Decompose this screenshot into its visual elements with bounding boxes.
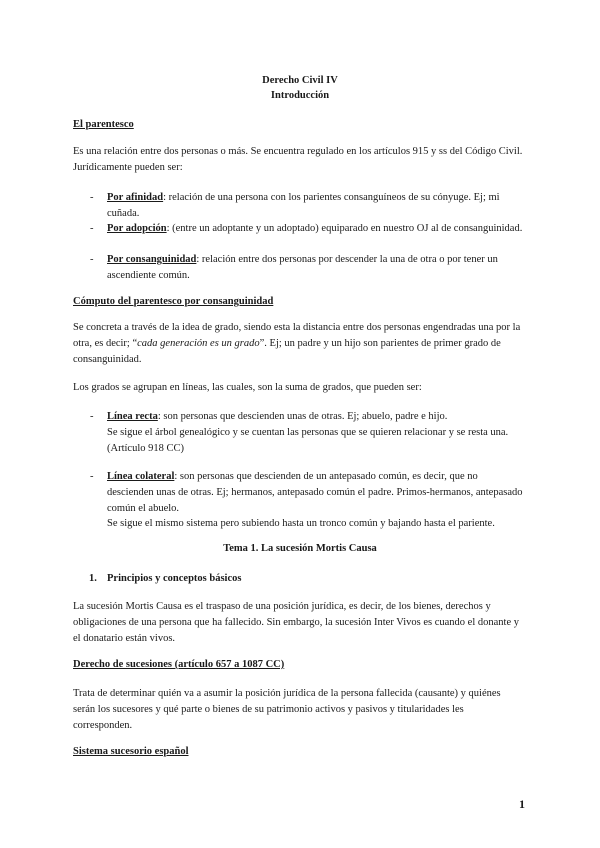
list-item-adopcion — [90, 221, 527, 237]
text-consanguinidad: : relación entre dos personas por descender la una de otra o por tener un ascendiente común. — [107, 254, 498, 281]
section-heading-derecho-sucesiones: Derecho de sucesiones (artículo 657 a 1087 CC) — [73, 659, 285, 670]
paragraph-lineas: Los grados se agrupan en líneas, las cuales, son la suma de grados, que pueden ser: — [73, 382, 422, 393]
page-number: 1 — [519, 797, 525, 811]
paragraph-grado — [73, 320, 523, 369]
term-afinidad: Por afinidad — [107, 192, 164, 203]
subheading-text: Principios y conceptos básicos — [107, 573, 242, 584]
term-adopcion: Por adopción — [107, 223, 167, 234]
subheading-number: 1. — [89, 573, 97, 584]
section-heading-sistema: Sistema sucesorio español — [73, 746, 189, 757]
list-item-afinidad — [90, 190, 527, 222]
document-title: Derecho Civil IV — [262, 75, 338, 86]
tema-title: Tema 1. La sucesión Mortis Causa — [223, 543, 377, 554]
text-linea-recta-extra: Se sigue el árbol genealógico y se cuentan las personas que se quieren relacionar y se resta una. (Artículo 918 CC) — [107, 426, 509, 454]
text-linea-recta: : son personas que descienden unas de otras. Ej; abuelo, padre e hijo. — [157, 411, 448, 422]
paragraph-parentesco: Es una relación entre dos personas o más. Se encuentra regulado en los artículos 915 y ss del Código Civil. Jurídicamente pueden ser: — [73, 146, 523, 174]
term-linea-colateral: Línea colateral — [107, 471, 175, 482]
term-consanguinidad: Por consanguinidad — [107, 254, 197, 265]
section-heading-parentesco: El parentesco — [73, 119, 134, 130]
paragraph-sucesion: La sucesión Mortis Causa es el traspaso de una posición jurídica, es decir, de los bienes, derechos y obligaciones de una persona que ha fallecido. Sin embargo, la sucesión Inter Vivos es cuando el donante y el donatario están vivos. — [73, 601, 519, 645]
text-linea-colateral: : son personas que descienden de un antepasado común, es decir, que no descienden unas de otras. Ej; hermanos, antepasado común el padre. Primos-hermanos, antepasado común el abuelo. — [107, 471, 523, 514]
list-item-linea-colateral — [90, 469, 527, 532]
term-linea-recta: Línea recta — [107, 411, 158, 422]
paragraph-derecho-sucesiones: Trata de determinar quién va a asumir la posición jurídica de la persona fallecida (causante) y quiénes serán los sucesores y qué parte o bienes de su patrimonio activos y pasivos y titularidades les corresponden. — [73, 688, 501, 732]
bullet-dash: - — [90, 411, 94, 422]
bullet-dash: - — [90, 471, 94, 482]
paragraph-grado-part1: Se concreta a través de la idea de grado, siendo esta la distancia entre dos personas engendradas una por la otra, es decir; “ — [73, 322, 521, 350]
bullet-dash: - — [90, 192, 94, 203]
text-afinidad: : relación de una persona con los parientes consanguíneos de su cónyuge. Ej; mi cuñada. — [107, 192, 500, 219]
bullet-dash: - — [90, 223, 94, 234]
list-item-linea-recta — [90, 409, 527, 456]
subheading-principios — [89, 573, 242, 584]
paragraph-grado-part2: ”. Ej; un padre y un hijo son parientes de primer grado de consanguinidad. — [73, 338, 501, 366]
bullet-dash: - — [90, 254, 94, 265]
text-adopcion: : (entre un adoptante y un adoptado) equiparado en nuestro OJ al de consanguinidad. — [166, 223, 523, 234]
list-item-consanguinidad — [90, 252, 527, 284]
text-linea-colateral-extra: Se sigue el mismo sistema pero subiendo hasta un tronco común y bajando hasta el pariente. — [107, 518, 495, 530]
document-subtitle: Introducción — [270, 90, 330, 101]
paragraph-grado-emphasis: cada generación es un grado — [137, 338, 260, 350]
section-heading-computo: Cómputo del parentesco por consanguinidad — [73, 296, 274, 307]
